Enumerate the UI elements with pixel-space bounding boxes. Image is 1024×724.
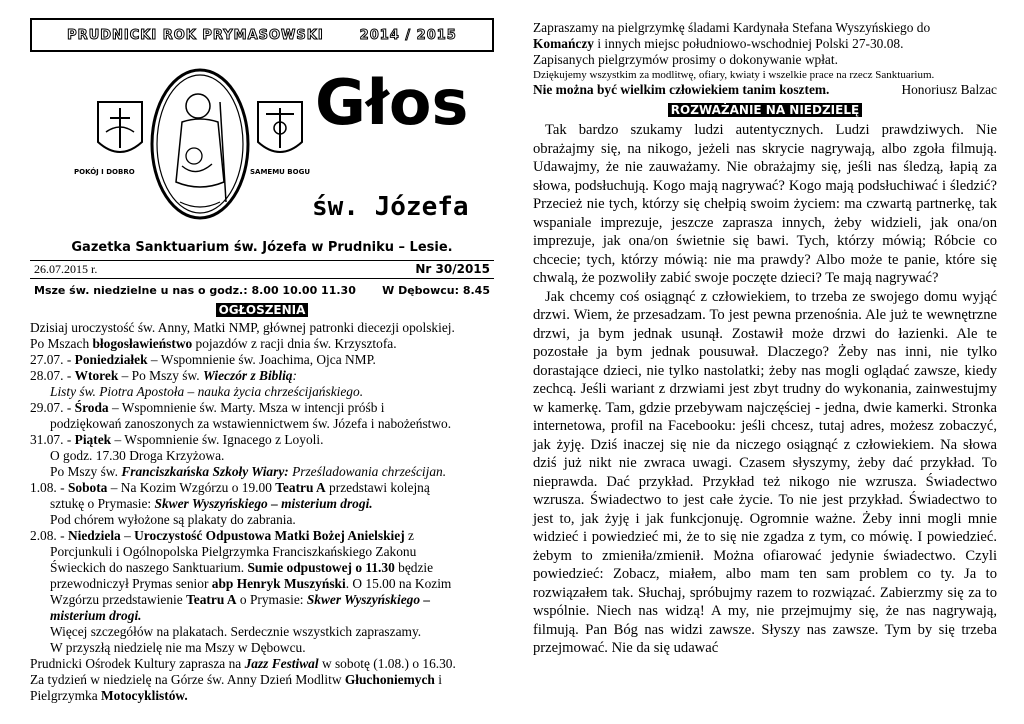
reflection-heading-wrap <box>533 101 997 119</box>
announcement-line: 2.08. - Niedziela – Uroczystość Odpustowa Matki Bożej Anielskiej z <box>30 528 414 543</box>
announcement-line: W przyszłą niedzielę nie ma Mszy w Dębowcu. <box>50 640 306 655</box>
right-column <box>533 20 997 658</box>
issue-line <box>30 260 494 279</box>
emblem-left-text: POKÓJ I DOBRO <box>74 168 135 176</box>
notice-line: Zapisanych pielgrzymów prosimy o dokonywanie wpłat. <box>533 52 838 67</box>
announcement-line: 27.07. - Poniedziałek – Wspomnienie św. Joachima, Ojca NMP. <box>30 352 376 367</box>
pilgrimage-notice <box>533 20 997 68</box>
banner-title: PRUDNICKI ROK PRYMASOWSKI <box>67 27 324 43</box>
announcements-heading-wrap <box>30 301 494 319</box>
announcement-line: O godz. 17.30 Droga Krzyżowa. <box>50 448 225 463</box>
quote-author: Honoriusz Balzac <box>901 82 997 97</box>
mass-times-sanctuary: Msze św. niedzielne u nas o godz.: 8.00 10.00 11.30 <box>34 284 356 297</box>
st-joseph-emblem-icon <box>70 62 330 222</box>
announcement-line: Świeckich do naszego Sanktuarium. Sumie odpustowej o 11.30 będzie <box>50 560 434 575</box>
header-banner <box>30 18 494 52</box>
announcement-line: Prudnicki Ośrodek Kultury zaprasza na Jazz Festiwal w sobotę (1.08.) o 16.30. <box>30 656 456 671</box>
announcement-line: Więcej szczegółów na plakatach. Serdecznie wszystkich zapraszamy. <box>50 624 422 639</box>
reflection-text <box>533 121 997 658</box>
announcement-line: misterium drogi. <box>50 608 142 623</box>
announcement-line: Listy św. Piotra Apostoła – nauka życia chrześcijańskiego. <box>50 384 364 399</box>
announcement-line: 28.07. - Wtorek – Po Mszy św. Wieczór z Biblią: <box>30 368 297 383</box>
announcement-line: Za tydzień w niedzielę na Górze św. Anny Dzień Modlitw Głuchoniemych i <box>30 672 442 687</box>
announcements-list <box>30 320 494 704</box>
franciscan-crest-icon <box>98 102 142 152</box>
mass-times <box>30 284 494 297</box>
issue-number: Nr 30/2015 <box>415 262 490 276</box>
publication-line: Gazetka Sanktuarium św. Józefa w Prudniku – Lesie. <box>71 240 453 255</box>
left-column <box>30 18 494 704</box>
banner-years: 2014 / 2015 <box>359 27 457 43</box>
announcement-line: Porcjunkuli i Ogólnopolska Pielgrzymka Franciszkańskiego Zakonu <box>50 544 417 559</box>
announcement-line: Po Mszach błogosławieństwo pojazdów z racji dnia św. Krzysztofa. <box>30 336 397 351</box>
announcement-line: 31.07. - Piątek – Wspomnienie św. Ignacego z Loyoli. <box>30 432 324 447</box>
announcement-line: Wzgórzu przedstawienie Teatru A o Prymasie: Skwer Wyszyńskiego – <box>50 592 431 607</box>
announcement-line: Pod chórem wyłożone są plakaty do zabrania. <box>50 512 296 527</box>
announcement-line: Po Mszy św. Franciszkańska Szkoły Wiary: Prześladowania chrześcijan. <box>50 464 447 479</box>
notice-line: Komańczy i innych miejsc południowo-wschodniej Polski 27-30.08. <box>533 36 904 51</box>
announcement-line: podziękowań zanoszonych za wstawiennictwem św. Józefa i nabożeństwo. <box>50 416 452 431</box>
reflection-heading: ROZWAŻANIE NA NIEDZIELĘ <box>668 103 862 117</box>
announcements-heading: OGŁOSZENIA <box>216 303 309 317</box>
announcement-line: sztukę o Prymasie: Skwer Wyszyńskiego – misterium drogi. <box>50 496 373 511</box>
announcement-line: Dzisiaj uroczystość św. Anny, Matki NMP, głównej patronki diecezji opolskiej. <box>30 320 455 335</box>
masthead <box>30 52 494 222</box>
issue-date: 26.07.2015 r. <box>34 262 98 276</box>
quote-line <box>533 82 997 98</box>
newsletter-subtitle: św. Józefa <box>312 192 469 222</box>
announcement-line: Pielgrzymka Motocyklistów. <box>30 688 188 703</box>
announcement-line: 29.07. - Środa – Wspomnienie św. Marty. Msza w intencji próśb i <box>30 400 385 415</box>
announcement-line: 1.08. - Sobota – Na Kozim Wzgórzu o 19.00 Teatru A przedstawi kolejną <box>30 480 430 495</box>
thanks-note: Dziękujemy wszystkim za modlitwę, ofiary, kwiaty i wszelkie prace na rzecz Sanktuarium. <box>533 69 935 81</box>
notice-line: Zapraszamy na pielgrzymkę śladami Kardynała Stefana Wyszyńskiego do <box>533 20 931 35</box>
newsletter-title: Głos <box>315 66 469 139</box>
reflection-paragraph: Tak bardzo szukamy ludzi autentycznych. Ludzi prawdziwych. Nie obrażajmy się, na nikogo, jeżeli nas skrycie nagrywają, albo zgoła filmują. Udawajmy, że nie zauważamy. Nie obrażajmy się, jeśli nas śledzą, łapią za słowa, podsłuchują. Kogo mają nagrywać? Kogo mają podsłuchiwać i śledzić? Przecież nie tych, którzy się chełpią swoim życiem: ma czwartą partnerkę, tak wspaniale imprezuje, jeszcze zaprasza innych, żeby widzieli, jak ona/on imprezuje, jak ona/on świetnie się bawi. Tych, którzy mówią; Róbcie co chcecie; tych, którzy mówią: nie ma prawdy? Albo może te panie, które się chwalą, że pozwoliły zabić swoje poczęte dzieci? Te mają nagrywać? <box>533 122 997 286</box>
announcement-line: przewodniczył Prymas senior abp Henryk Muszyński. O 15.00 na Kozim <box>50 576 452 591</box>
episcopal-crest-icon <box>258 102 302 152</box>
st-joseph-oval-icon <box>152 70 248 218</box>
quote-text: Nie można być wielkim człowiekiem tanim kosztem. <box>533 82 830 97</box>
mass-times-debowiec: W Dębowcu: 8.45 <box>382 284 490 297</box>
emblem-right-text: SAMEMU BOGU <box>250 168 311 176</box>
reflection-paragraph: Jak chcemy coś osiągnąć z człowiekiem, to trzeba ze swojego domu wyjąć drzwi. Wiem, że przesadzam. To jest pewna przenośnia. Ale już te wewnętrzne drzwi, ja bym jednak usunął. Zostawił może drzwi do łazienki. Ale te pozostałe ja bym jednak pousuwał. Dlaczego? Żeby nas inni, nie tylko dorastające dzieci, nie tylko nastolatki; żeby nas mogli oglądać zawsze, kiedy zechcą. Jeśli wariant z drzwiami jest zbyt trudny do wykonania, zainwestujmy w kamerkę. Tam, gdzie przebywam najczęściej - jedna, dwie kamerki. Stronka internetowa, profil na Facebooku: jeśli chcesz, tutaj adres, możesz zobaczyć, jak żyję. Dziś inaczej się nie da niczego osiągnąć z człowiekiem. Na słowa dziś już nikt nie zwraca uwagi. Czasem słyszymy, żeby dać przykład. To nieprawda. Dać przykład. Przykład też nikogo nie wzrusza. Świadectwo wzrusza. Świadectwo to jest całe życie. To nie jest przykład. Świadectwo to jest to, jak żyję i jak funkcjonuję. Ogromnie ważne. Żeby inni mogli mnie widzieć i powiedzieć mi, że to się nie zgadza z tym, co mówię. I powiedzieć. żebym to zmieniła/zmienił. Można ofiarować jedynie świadectwo. Czyli powiedzieć: Zobacz, miałem, albo mam ten sam problem co ty. Ja to rozwiązałem tak. Słuchaj, spróbujmy razem to rozwiązać. Zabierzmy się za to wspólnie. Niech nas widzą! A my, nie przejmujmy się, że nas nagrywają, filmują. Pan Bóg nas widzi zawsze. Słyszy nas zawsze. Tym by się trzeba przejmować. Nie da się udawać <box>533 288 997 656</box>
